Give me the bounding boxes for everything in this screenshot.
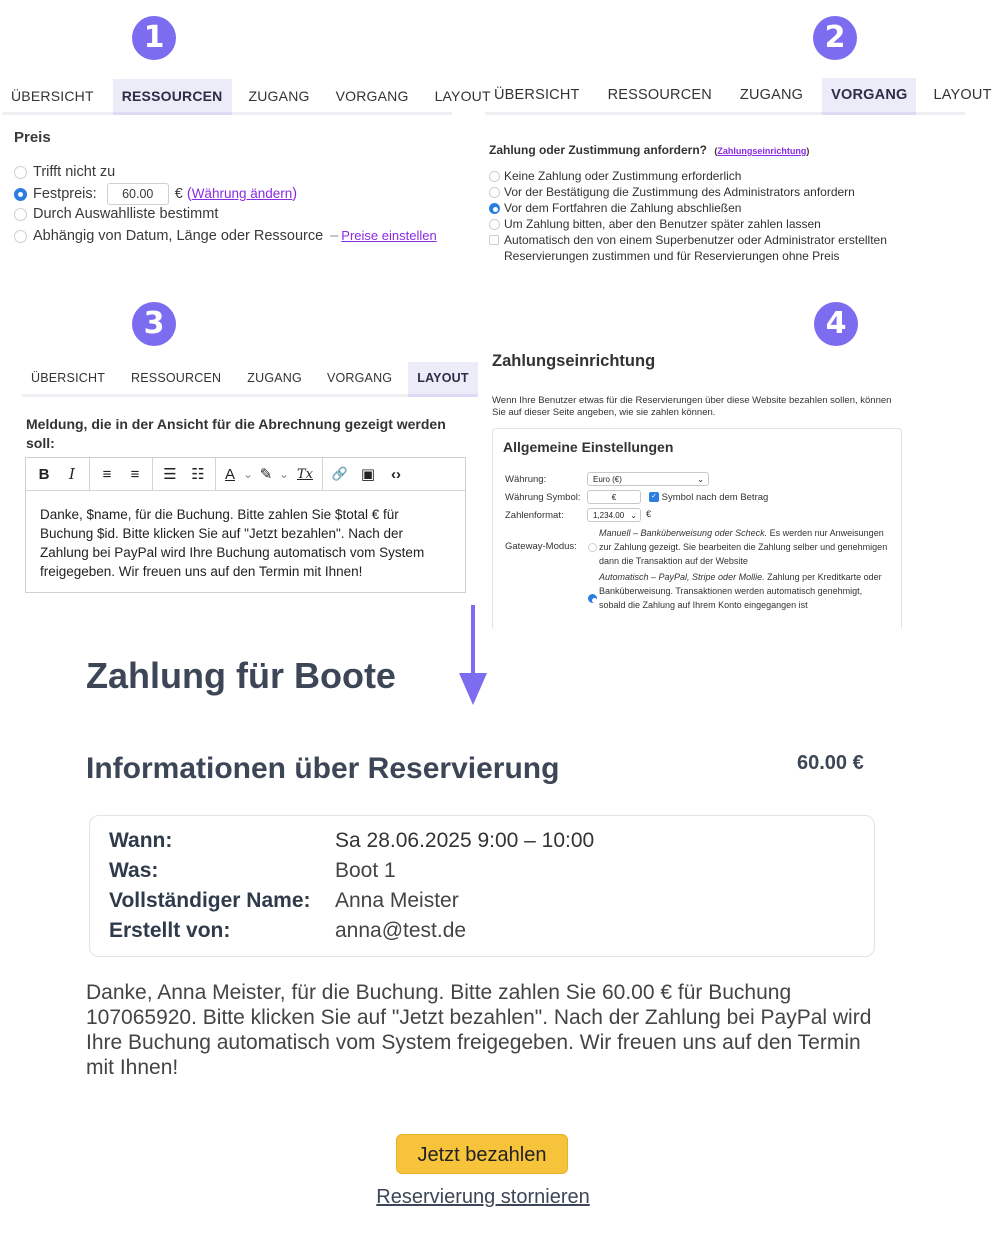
auto-approve-checkbox[interactable] xyxy=(489,235,499,245)
step-badge-3: 3 xyxy=(132,302,176,346)
billing-message-heading: Meldung, die in der Ansicht für die Abrechnung gezeigt werden soll: xyxy=(26,416,446,451)
total-amount: 60.00 € xyxy=(797,752,864,774)
code-icon[interactable]: ‹› xyxy=(391,465,401,483)
reservation-details-card xyxy=(89,815,875,957)
general-settings-card xyxy=(492,428,902,628)
detail-value-fullname: Anna Meister xyxy=(335,889,459,912)
cancel-reservation-link[interactable]: Reservierung stornieren xyxy=(376,1186,590,1208)
italic-button[interactable]: I xyxy=(69,465,75,483)
radio-list[interactable] xyxy=(14,208,27,221)
payment-options xyxy=(489,168,929,264)
gateway-automatic-option[interactable]: Automatisch – PayPal, Stripe oder Mollie. Zahlung per Kreditkarte oder Banküberweisung. Transaktionen werden automatisch genehmigt, sobald die Zahlung auf Ihrem Konto eingegangen ist xyxy=(599,572,882,610)
detail-label-created-by: Erstellt von: xyxy=(109,919,231,942)
tab-layout[interactable]: LAYOUT xyxy=(408,362,477,397)
bold-button[interactable]: B xyxy=(38,465,50,483)
tab-vorgang[interactable]: VORGANG xyxy=(335,87,409,104)
step-badge-4: 4 xyxy=(814,302,858,346)
reservation-info-heading: Informationen über Reservierung xyxy=(86,752,560,785)
tab-ressourcen[interactable]: RESSOURCEN xyxy=(607,87,712,103)
set-prices-link[interactable]: Preise einstellen xyxy=(341,228,437,243)
detail-row xyxy=(109,826,172,856)
message-text-area[interactable]: Danke, $name, für die Buchung. Bitte zahlen Sie $total € für Buchung $id. Bitte klicken Sie auf "Jetzt bezahlen". Nach der Zahlung bei PayPal wird Ihre Buchung automatisch vom System freigegeben. Wir freuen uns auf den Termin mit Ihnen! xyxy=(40,507,425,579)
auto-approve-option[interactable]: Automatisch den von einem Superbenutzer oder Administrator erstellten Reservierungen zustimmen und für Reservierungen ohne Preis xyxy=(489,232,929,264)
detail-value-what: Boot 1 xyxy=(335,859,396,882)
message-editor xyxy=(25,457,466,593)
page-title: Zahlung für Boote xyxy=(86,655,396,696)
bullet-list-button[interactable]: ☰ xyxy=(163,466,177,483)
chevron-down-icon: ⌄ xyxy=(630,511,637,520)
highlight-button[interactable]: ✎ xyxy=(259,466,273,483)
number-format-label: Zahlenformat: xyxy=(505,510,564,521)
chevron-down-icon[interactable]: ⌄ xyxy=(278,467,290,481)
pay-now-button[interactable]: Jetzt bezahlen xyxy=(396,1134,568,1174)
text-color-button[interactable]: A xyxy=(224,465,235,483)
number-format-select[interactable]: 1,234.00 ⌄ xyxy=(587,508,641,522)
tab-ressourcen[interactable]: RESSOURCEN xyxy=(113,79,232,115)
payment-option-pay-first[interactable]: Vor dem Fortfahren die Zahlung abschließen xyxy=(489,200,929,216)
detail-label-what: Was: xyxy=(109,859,159,882)
payment-option-none[interactable]: Keine Zahlung oder Zustimmung erforderlich xyxy=(489,168,929,184)
payment-option-approval[interactable]: Vor der Bestätigung die Zustimmung des Administrators anfordern xyxy=(489,184,929,200)
detail-value-when: Sa 28.06.2025 9:00 – 10:00 xyxy=(335,829,595,852)
radio-fixed[interactable] xyxy=(14,188,27,201)
currency-label: Währung: xyxy=(505,474,547,485)
price-option-fixed[interactable]: Festpreis: 60.00 € (Währung ändern) xyxy=(14,183,454,204)
tabbar-panel1 xyxy=(2,79,491,115)
chevron-down-icon: ⌄ xyxy=(697,475,704,484)
symbol-after-option[interactable]: ✓ Symbol nach dem Betrag xyxy=(649,492,768,503)
detail-label-fullname: Vollständiger Name: xyxy=(109,889,311,912)
payment-question: Zahlung oder Zustimmung anfordern? (Zahlungseinrichtung) xyxy=(489,143,810,157)
price-option-none[interactable]: Trifft nicht zu xyxy=(14,162,454,183)
numbered-list-button[interactable]: ☷ xyxy=(191,466,205,483)
radio-gateway-manual[interactable] xyxy=(588,543,597,552)
detail-value-created-by: anna@test.de xyxy=(335,919,467,942)
tab-vorgang[interactable]: VORGANG xyxy=(326,371,393,385)
chevron-down-icon[interactable]: ⌄ xyxy=(242,467,254,481)
payment-option-pay-later[interactable]: Um Zahlung bitten, aber den Benutzer später zahlen lassen xyxy=(489,216,929,232)
radio-pay-later[interactable] xyxy=(489,219,500,230)
radio-none[interactable] xyxy=(14,166,27,179)
payment-setup-link[interactable]: Zahlungseinrichtung xyxy=(717,146,807,156)
align-left-button[interactable]: ≡ xyxy=(102,465,112,483)
step-badge-1: 1 xyxy=(132,16,176,60)
card-title: Allgemeine Einstellungen xyxy=(503,439,674,455)
currency-symbol-label: Währung Symbol: xyxy=(505,492,581,503)
tab-zugang[interactable]: ZUGANG xyxy=(248,87,310,104)
detail-label-when: Wann: xyxy=(109,829,173,852)
currency-symbol-input[interactable]: € xyxy=(587,490,641,504)
tabbar-panel2 xyxy=(485,78,992,115)
editor-toolbar xyxy=(26,458,465,491)
image-icon[interactable]: ▣ xyxy=(360,466,376,483)
link-icon[interactable]: 🔗 xyxy=(331,466,349,481)
tabbar-panel3 xyxy=(22,362,469,397)
confirmation-message: Danke, Anna Meister, für die Buchung. Bitte zahlen Sie 60.00 € für Buchung 107065920. Bitte klicken Sie auf "Jetzt bezahlen". Nach der Zahlung bei PayPal wird Ihre Buchung automatisch vom System freigegeben. Wir freuen uns auf den Termin mit Ihnen! xyxy=(86,981,872,1079)
tab-uebersicht[interactable]: ÜBERSICHT xyxy=(11,87,94,104)
payment-setup-title: Zahlungseinrichtung xyxy=(492,352,656,370)
arrow-down-icon xyxy=(456,605,490,707)
tab-uebersicht[interactable]: ÜBERSICHT xyxy=(494,87,580,103)
radio-dynamic[interactable] xyxy=(14,230,27,243)
price-option-dynamic[interactable]: Abhängig von Datum, Länge oder Ressource – Preise einstellen xyxy=(14,225,454,246)
align-center-button[interactable]: ≡ xyxy=(130,465,140,483)
clear-format-button[interactable]: Tx xyxy=(296,466,313,482)
radio-approval[interactable] xyxy=(489,187,500,198)
tab-vorgang[interactable]: VORGANG xyxy=(822,78,916,115)
tab-uebersicht[interactable]: ÜBERSICHT xyxy=(31,371,106,385)
tab-layout[interactable]: LAYOUT xyxy=(933,87,992,103)
gateway-manual-option[interactable]: Manuell – Banküberweisung oder Scheck. Es werden nur Anweisungen zur Zahlung gezeigt. Sie bearbeiten die Zahlung selber und genehmigen dann die Transaktion auf der Website xyxy=(599,528,888,566)
step-badge-2: 2 xyxy=(813,16,857,60)
currency-symbol: € xyxy=(174,186,183,202)
currency-select[interactable]: Euro (€) ⌄ xyxy=(587,472,709,486)
price-option-list[interactable]: Durch Auswahlliste bestimmt xyxy=(14,204,454,225)
tab-ressourcen[interactable]: RESSOURCEN xyxy=(131,371,222,385)
change-currency-link[interactable]: Währung ändern xyxy=(191,186,293,201)
symbol-after-checkbox[interactable]: ✓ xyxy=(649,492,659,502)
gateway-mode-label: Gateway-Modus: xyxy=(505,541,577,552)
tab-zugang[interactable]: ZUGANG xyxy=(247,371,302,385)
radio-pay-first[interactable] xyxy=(489,203,500,214)
payment-setup-description: Wenn Ihre Benutzer etwas für die Reservierungen über diese Website bezahlen sollen, können Sie auf dieser Seite angeben, wie sie zahlen können. xyxy=(492,395,892,418)
number-format-suffix: € xyxy=(646,509,652,520)
tab-zugang[interactable]: ZUGANG xyxy=(739,87,804,103)
price-heading: Preis xyxy=(14,129,51,146)
tab-layout[interactable]: LAYOUT xyxy=(434,87,491,104)
radio-gateway-automatic[interactable] xyxy=(588,594,597,603)
fixed-price-input[interactable]: 60.00 xyxy=(107,183,169,205)
radio-none[interactable] xyxy=(489,171,500,182)
price-options xyxy=(14,162,454,246)
